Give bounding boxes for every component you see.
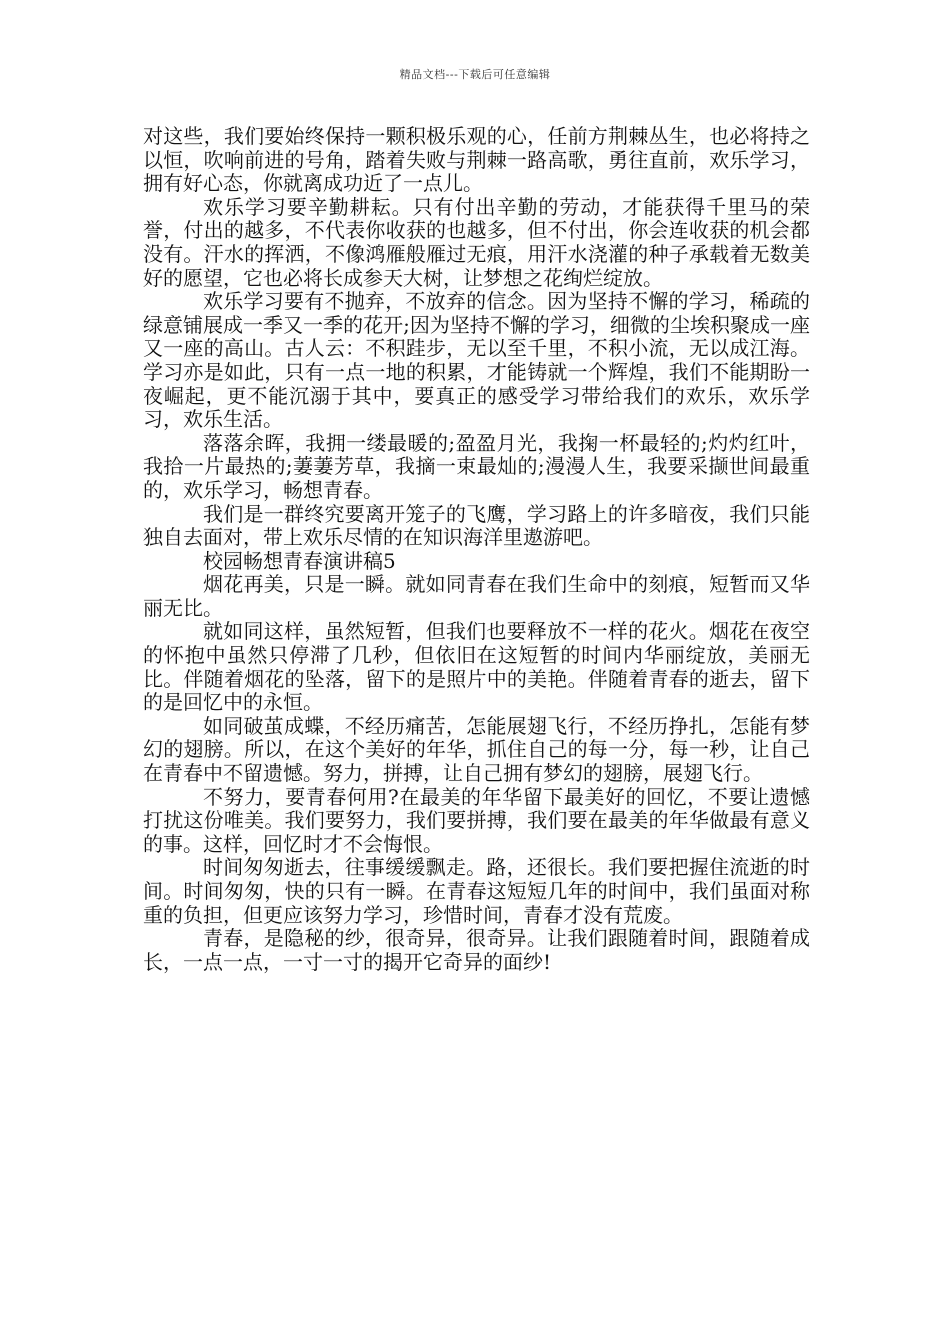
- paragraph: 对这些，我们要始终保持一颗积极乐观的心，任前方荆棘丛生，也必将持之以恒，吹响前进的号角，踏着失败与荆棘一路高歌，勇往直前，欢乐学习，拥有好心态，你就离成功近了一点儿。: [143, 124, 810, 196]
- paragraph: 时间匆匆逝去，往事缓缓飘走。路，还很长。我们要把握住流逝的时间。时间匆匆，快的只有一瞬。在青春这短短几年的时间中，我们虽面对称重的负担，但更应该努力学习，珍惜时间，青春才没有荒废。: [143, 855, 810, 927]
- paragraph: 我们是一群终究要离开笼子的飞鹰，学习路上的许多暗夜，我们只能独自去面对，带上欢乐尽情的在知识海洋里遨游吧。: [143, 501, 810, 550]
- section-title: 校园畅想青春演讲稿5: [203, 548, 396, 573]
- paragraph: 烟花再美，只是一瞬。就如同青春在我们生命中的刻痕，短暂而又华丽无比。: [143, 572, 810, 620]
- paragraph: 不努力，要青春何用?在最美的年华留下最美好的回忆，不要让遗憾打扰这份唯美。我们要努力，我们要拼搏，我们要在最美的年华做最有意义的事。这样，回忆时才不会悔恨。: [143, 784, 810, 856]
- paragraph: 欢乐学习要有不抛弃，不放弃的信念。因为坚持不懈的学习，稀疏的绿意铺展成一季又一季的花开;因为坚持不懈的学习，细微的尘埃积聚成一座又一座的高山。古人云：不积跬步，无以至千里，不积小流，无以成江海。学习亦是如此，只有一点一地的积累，才能铸就一个辉煌，我们不能期盼一夜崛起，更不能沉溺于其中，要真正的感受学习带给我们的欢乐，欢乐学习，欢乐生活。: [143, 289, 810, 432]
- paragraph: 青春，是隐秘的纱，很奇异，很奇异。让我们跟随着时间，跟随着成长，一点一点，一寸一寸的揭开它奇异的面纱!: [143, 926, 810, 974]
- paragraph: 就如同这样，虽然短暂，但我们也要释放不一样的花火。烟花在夜空的怀抱中虽然只停滞了几秒，但依旧在这短暂的时间内华丽绽放，美丽无比。伴随着烟花的坠落，留下的是照片中的美艳。伴随着青春的逝去，留下的是回忆中的永恒。: [143, 619, 810, 715]
- paragraph: 落落余晖，我拥一缕最暖的;盈盈月光，我掬一杯最轻的;灼灼红叶，我拾一片最热的;萋萋芳草，我摘一束最灿的;漫漫人生，我要采撷世间最重的，欢乐学习，畅想青春。: [143, 430, 810, 502]
- paragraph: 如同破茧成蝶，不经历痛苦，怎能展翅飞行，不经历挣扎，怎能有梦幻的翅膀。所以，在这个美好的年华，抓住自己的每一分，每一秒，让自己在青春中不留遗憾。努力，拼搏，让自己拥有梦幻的翅膀，展翅飞行。: [143, 713, 810, 786]
- document-body: [143, 125, 810, 974]
- paragraph: 欢乐学习要辛勤耕耘。只有付出辛勤的劳动，才能获得千里马的荣誉，付出的越多，不代表你收获的也越多，但不付出，你会连收获的机会都没有。汗水的挥洒，不像鸿雁般雁过无痕，用汗水浇灌的种子承载着无数美好的愿望，它也必将长成参天大树，让梦想之花绚烂绽放。: [143, 194, 810, 290]
- page-header: 精品文档---下载后可任意编辑: [399, 68, 551, 81]
